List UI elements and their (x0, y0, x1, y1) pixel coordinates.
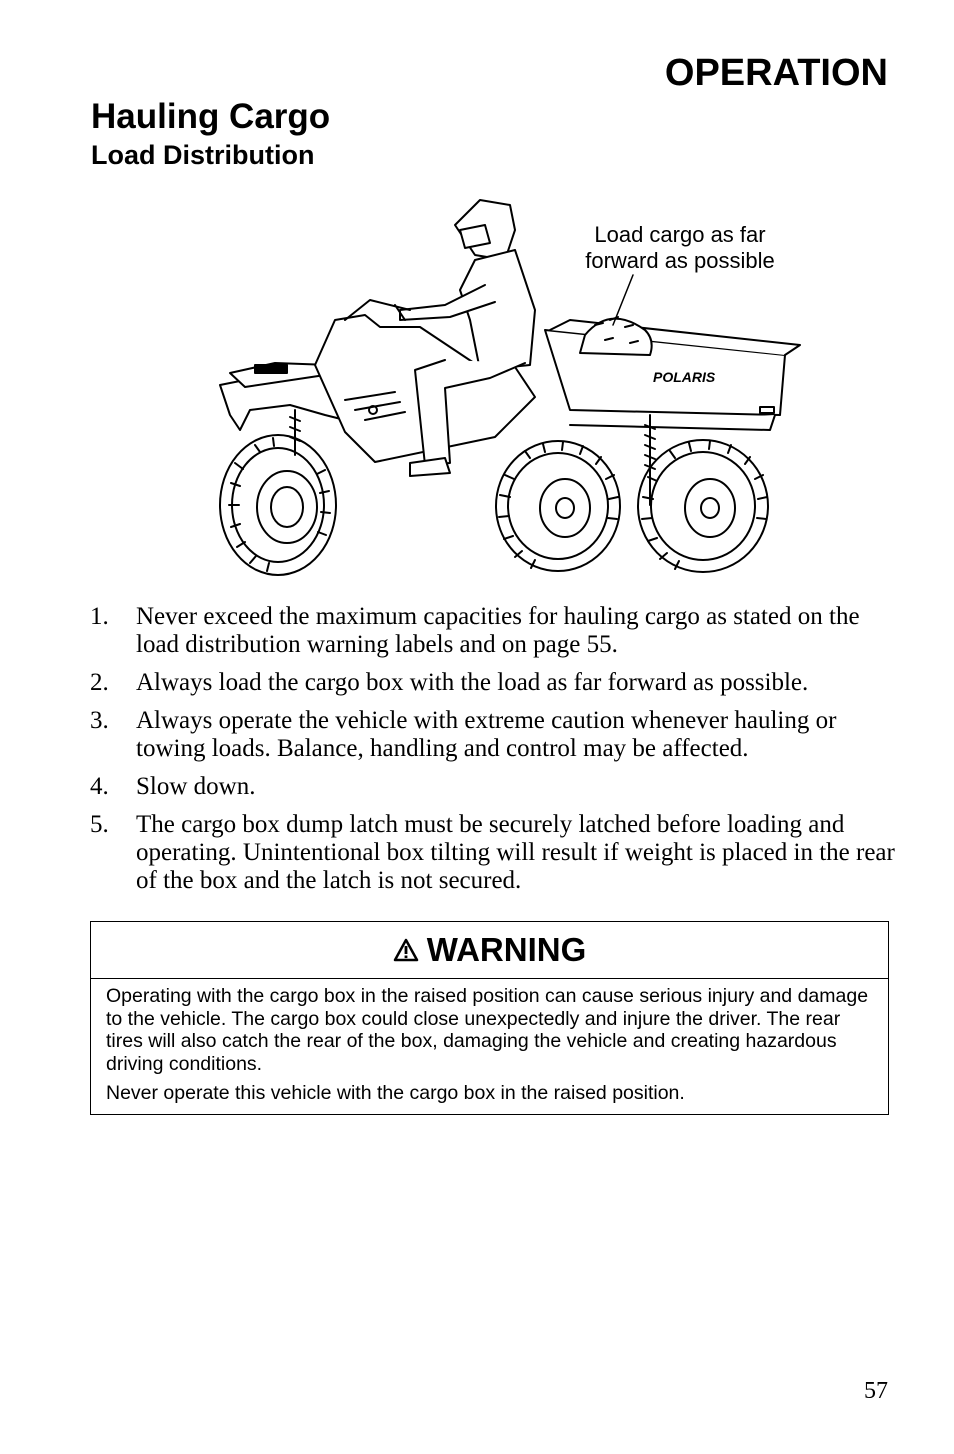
step-number: 4. (90, 773, 109, 800)
middle-wheel (496, 441, 620, 571)
step-number: 3. (90, 707, 109, 734)
step-text: The cargo box dump latch must be securely latched before loading and operating. Unintentional box tilting will result if weight is placed in the rear of the box and the latch is not secured. (136, 811, 895, 894)
warning-paragraph-2: Never operate this vehicle with the cargo box in the raised position. (106, 1082, 685, 1104)
page-title: Hauling Cargo (91, 97, 331, 136)
warning-box (90, 921, 889, 1115)
rear-wheel (638, 440, 768, 572)
step-text: Always load the cargo box with the load as far forward as possible. (136, 669, 809, 696)
step-number: 1. (90, 603, 109, 630)
list-item (90, 707, 900, 763)
warning-body (91, 979, 888, 1105)
list-item (90, 773, 900, 801)
figure-callout (560, 222, 800, 274)
front-wheel (220, 435, 336, 575)
list-item (90, 603, 900, 659)
section-header: OPERATION (664, 52, 888, 94)
step-text: Always operate the vehicle with extreme caution whenever hauling or towing loads. Balance, handling and control may be affected. (136, 707, 837, 762)
warning-paragraph-1: Operating with the cargo box in the raised position can cause serious injury and damage to the vehicle. The cargo box could close unexpectedly and injure the driver. The rear tires will also catch the rear of the box, damaging the vehicle and creating hazardous driving conditions. (106, 985, 869, 1075)
list-item (90, 811, 900, 895)
callout-line-2: forward as possible (585, 248, 775, 273)
step-text: Never exceed the maximum capacities for hauling cargo as stated on the load distribution warning labels and on page 55. (136, 603, 860, 658)
page-number: 57 (864, 1378, 888, 1404)
callout-line-1: Load cargo as far (594, 222, 766, 247)
warning-triangle-icon (393, 938, 419, 962)
warning-title: WARNING (426, 931, 587, 968)
step-text: Slow down. (136, 773, 256, 800)
step-number: 5. (90, 811, 109, 838)
warning-header (91, 922, 888, 979)
list-item (90, 669, 900, 697)
page-subtitle: Load Distribution (91, 140, 315, 170)
step-number: 2. (90, 669, 109, 696)
polaris-logo: POLARIS (653, 369, 716, 385)
step-list (90, 603, 900, 905)
